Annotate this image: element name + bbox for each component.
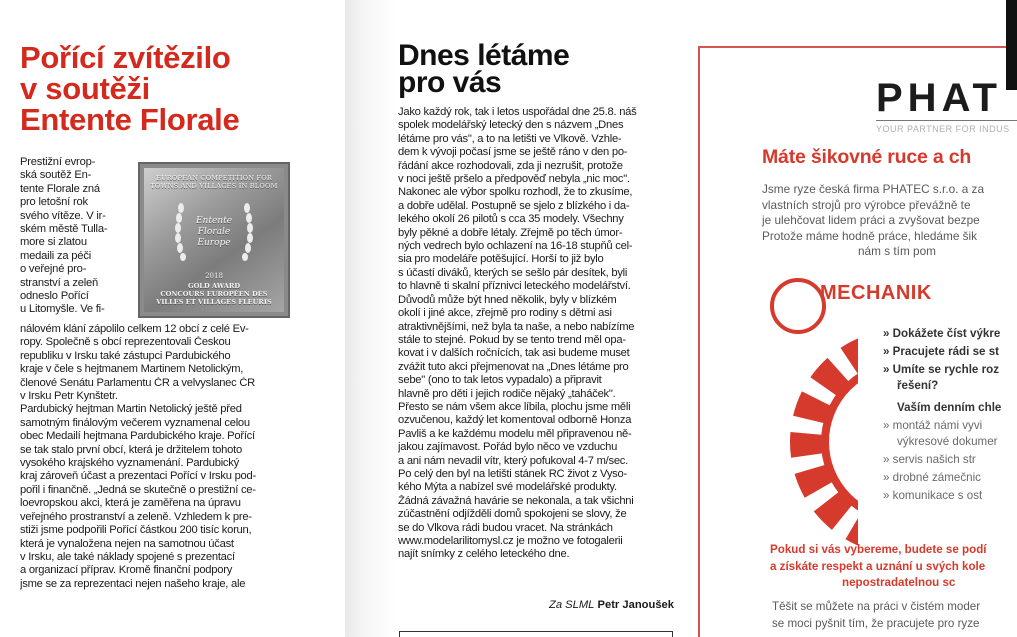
company-logo: PHAT <box>876 76 1002 120</box>
plaque-line: Florale <box>197 227 231 237</box>
text-line: a ani nám nevadil vítr, který pofukoval 4-7 m/sec. <box>398 454 629 467</box>
company-tagline: YOUR PARTNER FOR INDUS <box>876 124 1010 134</box>
text-line: se do Vlkova rádi budou vracet. Na stránkách <box>398 521 613 534</box>
plaque-line: Europe <box>197 238 231 248</box>
text-line: hlavně pro děti i jejich rodiče nějaký „taháček". <box>398 387 616 400</box>
text-line: Protože máme hodně práce, hledáme šik <box>762 228 978 243</box>
duty-item: » drobné zámečnic <box>883 471 981 484</box>
text-line: se moci pyšnit tím, že pracujete pro ryze <box>772 617 980 630</box>
text-line: Nakonec ale výbor spolku rozhodl, že to zkusíme, <box>398 186 633 199</box>
signature-prefix: Za SLML <box>549 599 595 611</box>
text-line: se tak stalo první obcí, která je držitelem tohoto <box>20 443 242 456</box>
page-gutter <box>345 0 395 637</box>
text-line: nálovém klání zápolilo celkem 12 obcí z celé Ev- <box>20 323 249 335</box>
title-line: v soutěži <box>20 71 150 106</box>
logo-divider <box>876 120 1017 121</box>
text-line: byly pěkné a dobře létaly. Zřejmě po těch úmor- <box>398 226 623 239</box>
text-line: loevropskou akci, která je zaměřena na úpravu <box>20 497 241 510</box>
text-line: nepostradatelnou sc <box>842 576 956 589</box>
plaque-top-text <box>140 174 288 190</box>
text-line: a získáte respekt a uznání u svých kole <box>770 559 986 573</box>
text-line: ská soutěž En- <box>20 169 92 182</box>
text-line: jakou zajímavost. Pořád bylo něco ve vzduchu <box>398 441 618 454</box>
text-line: zúčastnění odjížděli domů spokojeni se slovy, že <box>398 508 627 521</box>
title-line: Entente Florale <box>20 102 240 137</box>
text-line: stranství a zeleň <box>20 276 99 289</box>
text-line: sia pro modeláře potěšující. Horší to již bylo <box>398 253 604 266</box>
ad-intro <box>762 182 1017 260</box>
page-edge-tab <box>1006 0 1017 90</box>
duty-item: výkresové dokumer <box>897 435 998 448</box>
text-line: Pavliš a ke každému modelu měl připravenou ně- <box>398 427 632 440</box>
text-line: o veřejné pro- <box>20 263 87 276</box>
plaque-year: 2018 <box>205 272 223 280</box>
text-line: stále to stejné. Pokud by se tento trend měl opa- <box>398 333 626 346</box>
text-line: medaili za péči <box>20 249 91 262</box>
plaque-bottom-text <box>140 282 288 306</box>
text-line: atraktivnějšími, než byla ta naše, a nebo nabízíme <box>398 320 635 333</box>
duty-item: » servis našich str <box>883 453 976 466</box>
text-line: kraj zároveň účast a prezentaci Pořící v Irsku pod- <box>20 470 256 483</box>
text-line: sebe" (ono to tak letos vypadalo) a připravit <box>398 374 602 387</box>
text-line: vlastních strojů pro výrobce převážně te <box>762 197 971 212</box>
ad-logo-bar <box>700 48 1017 138</box>
left-article-title <box>20 42 340 135</box>
plaque-center-text <box>140 216 288 249</box>
text-line: spolek modelářský letecký den s názvem „Dnes <box>398 119 624 132</box>
text-line: v noci ještě pršelo a předpověď nebyla „nic moc". <box>398 173 630 186</box>
text-line: Pokud si vás vybereme, budete se podí <box>770 543 987 556</box>
text-line: létáme pro vás", a to na letišti ve Vlkově. Vzhle- <box>398 132 622 145</box>
middle-article-title <box>398 39 688 99</box>
text-line: Jsme ryze česká firma PHATEC s.r.o. a za <box>762 182 985 196</box>
text-line: ském městě Tulla- <box>20 223 108 236</box>
text-line: dem k vývoji počasí jsme se ještě ráno v den po- <box>398 146 628 159</box>
text-line: která je vynaložena nejen na samotnou účast <box>20 537 234 550</box>
text-line: řádání akce rozhodovali, zda ji nezrušit, protože <box>398 159 623 172</box>
text-line: u Litomyšle. Ve fi- <box>20 303 105 316</box>
text-line: ropy. Společně s obcí reprezentovali Českou <box>20 336 231 349</box>
text-line: s účastí diváků, kterých se sešlo pár desítek, byli <box>398 266 628 279</box>
text-line: v Irsku, ale také náklady spojené s prezentací <box>20 550 235 563</box>
text-line: odneslo Pořící <box>20 290 89 303</box>
duty-item: » komunikace s ost <box>883 489 983 502</box>
text-line: stiži jsme podpořili Pořící částkou 200 tisíc korun, <box>20 524 252 537</box>
plaque-line: Entente <box>195 216 233 226</box>
text-line: Přesto se nám všem akce líbila, plochu jsme měli <box>398 400 631 413</box>
ad-footer <box>772 598 1017 632</box>
title-line: Dnes létáme <box>398 39 570 72</box>
text-line: pořil i finančně. „Jedná se skutečně o prestižní ce- <box>20 483 256 496</box>
text-line: to hlavně ti skalní příznivci leteckého modelářství. <box>398 280 631 293</box>
text-line: Pardubický hejtman Martin Netolický ještě před <box>20 403 242 416</box>
text-line: obec Medailí hejtmana Pardubického kraje. Pořící <box>20 430 255 443</box>
text-line: Po celý den byl na letišti stánek RC život z Vyso- <box>398 467 627 480</box>
text-line: najít snímky z celého leteckého dne. <box>398 548 570 561</box>
requirement-item: řešení? <box>897 379 939 392</box>
text-line: a dobře udělal. Postupně se sjelo z blízkého i da- <box>398 199 630 212</box>
text-line: Těšit se můžete na práci v čistém moder <box>772 600 981 613</box>
ad-claim <box>770 542 1017 592</box>
next-article-box <box>399 631 673 637</box>
requirement-item: » Pracujete rádi se st <box>883 345 999 358</box>
text-line: nám s tím pom <box>857 244 936 258</box>
text-line: Žádná závažná havárie se nekonala, a tak všichni <box>398 494 634 507</box>
text-line: kraje v čele s hejtmanem Martinem Netolickým, <box>20 363 244 376</box>
text-line: v Irsku Petr Kynštetr. <box>20 390 118 403</box>
text-line: jsme se za reprezentaci nejen našeho kraje, ale <box>20 577 246 590</box>
ad-headline: Máte šikovné ruce a ch <box>762 146 972 168</box>
duty-item: » montáž námi vyvi <box>883 419 983 432</box>
duties-heading: Vaším denním chle <box>897 401 1002 414</box>
plaque-line: VILLES ET VILLAGES FLEURIS <box>156 298 272 306</box>
plaque-line: TOWNS AND VILLAGES IN BLOOM <box>150 182 278 190</box>
text-line: Prestižní evrop- <box>20 156 96 168</box>
job-advertisement <box>698 46 1017 637</box>
text-line: pro letošní rok <box>20 196 88 209</box>
plaque-line: GOLD AWARD <box>187 282 241 290</box>
award-plaque-image <box>138 162 290 318</box>
text-line: www.modelarilitomysl.cz je možno ve fotogalerii <box>398 535 623 547</box>
middle-article-body <box>398 106 676 562</box>
left-article-intro <box>20 156 126 317</box>
text-line: kovat i v dalších ročnících, tak asi budeme muset <box>398 347 630 360</box>
text-line: Jako každý rok, tak i letos uspořádal dne 25.8. náš <box>398 106 637 118</box>
left-article-body <box>20 323 298 591</box>
text-line: tente Florale zná <box>20 182 100 195</box>
text-line: okolí i jiné akce, zřejmě pro rodiny s dětmi asi <box>398 307 612 320</box>
plaque-line: EUROPEAN COMPETITION FOR <box>155 174 273 182</box>
text-line: je ulehčovat lidem práci a zvyšovat bezpe <box>762 213 980 227</box>
text-line: more si zlatou <box>20 236 87 249</box>
title-line: pro vás <box>398 66 502 99</box>
title-line: Pořící zvítězilo <box>20 40 231 75</box>
plaque-line: CONCOURS EUROPÉEN DES <box>160 290 268 298</box>
text-line: vysokého krajského vyznamenání. Pardubický <box>20 457 239 470</box>
article-signature <box>398 599 674 612</box>
requirement-item: » Dokážete číst výkre <box>883 327 1001 340</box>
text-line: a organizací příprav. Kromě finanční podpory <box>20 564 233 577</box>
text-line: ných vedrech bylo ochlazení na 16-18 stupňů cel- <box>398 240 633 253</box>
text-line: ozvučenou, každý let komentoval odborně Honza <box>398 414 632 427</box>
requirement-item: » Umíte se rychle roz <box>883 363 999 376</box>
ad-requirements <box>883 325 1017 505</box>
text-line: kého Mýta a nabízel své modelářské produkty. <box>398 481 617 494</box>
position-title: MECHANIK <box>820 282 932 304</box>
text-line: Důvodů může být hned několik, byly v blízkém <box>398 293 617 306</box>
text-line: svého vítěze. V ir- <box>20 209 106 222</box>
text-line: lekého okolí 26 pilotů s cca 35 modely. Všechny <box>398 213 624 226</box>
text-line: zvážit tuto akci přejmenovat na „Dnes létáme pro <box>398 360 629 373</box>
signature-author: Petr Janoušek <box>597 599 674 611</box>
text-line: samotným finálovým večerem vyznamenal celou <box>20 416 250 429</box>
text-line: členové Senátu Parlamentu ČR a velvyslanec ČR <box>20 376 255 389</box>
text-line: republiku v Irsku také zástupci Pardubického <box>20 349 231 362</box>
text-line: veřejného prostranství a zeleně. Vzhledem k pre- <box>20 510 252 523</box>
